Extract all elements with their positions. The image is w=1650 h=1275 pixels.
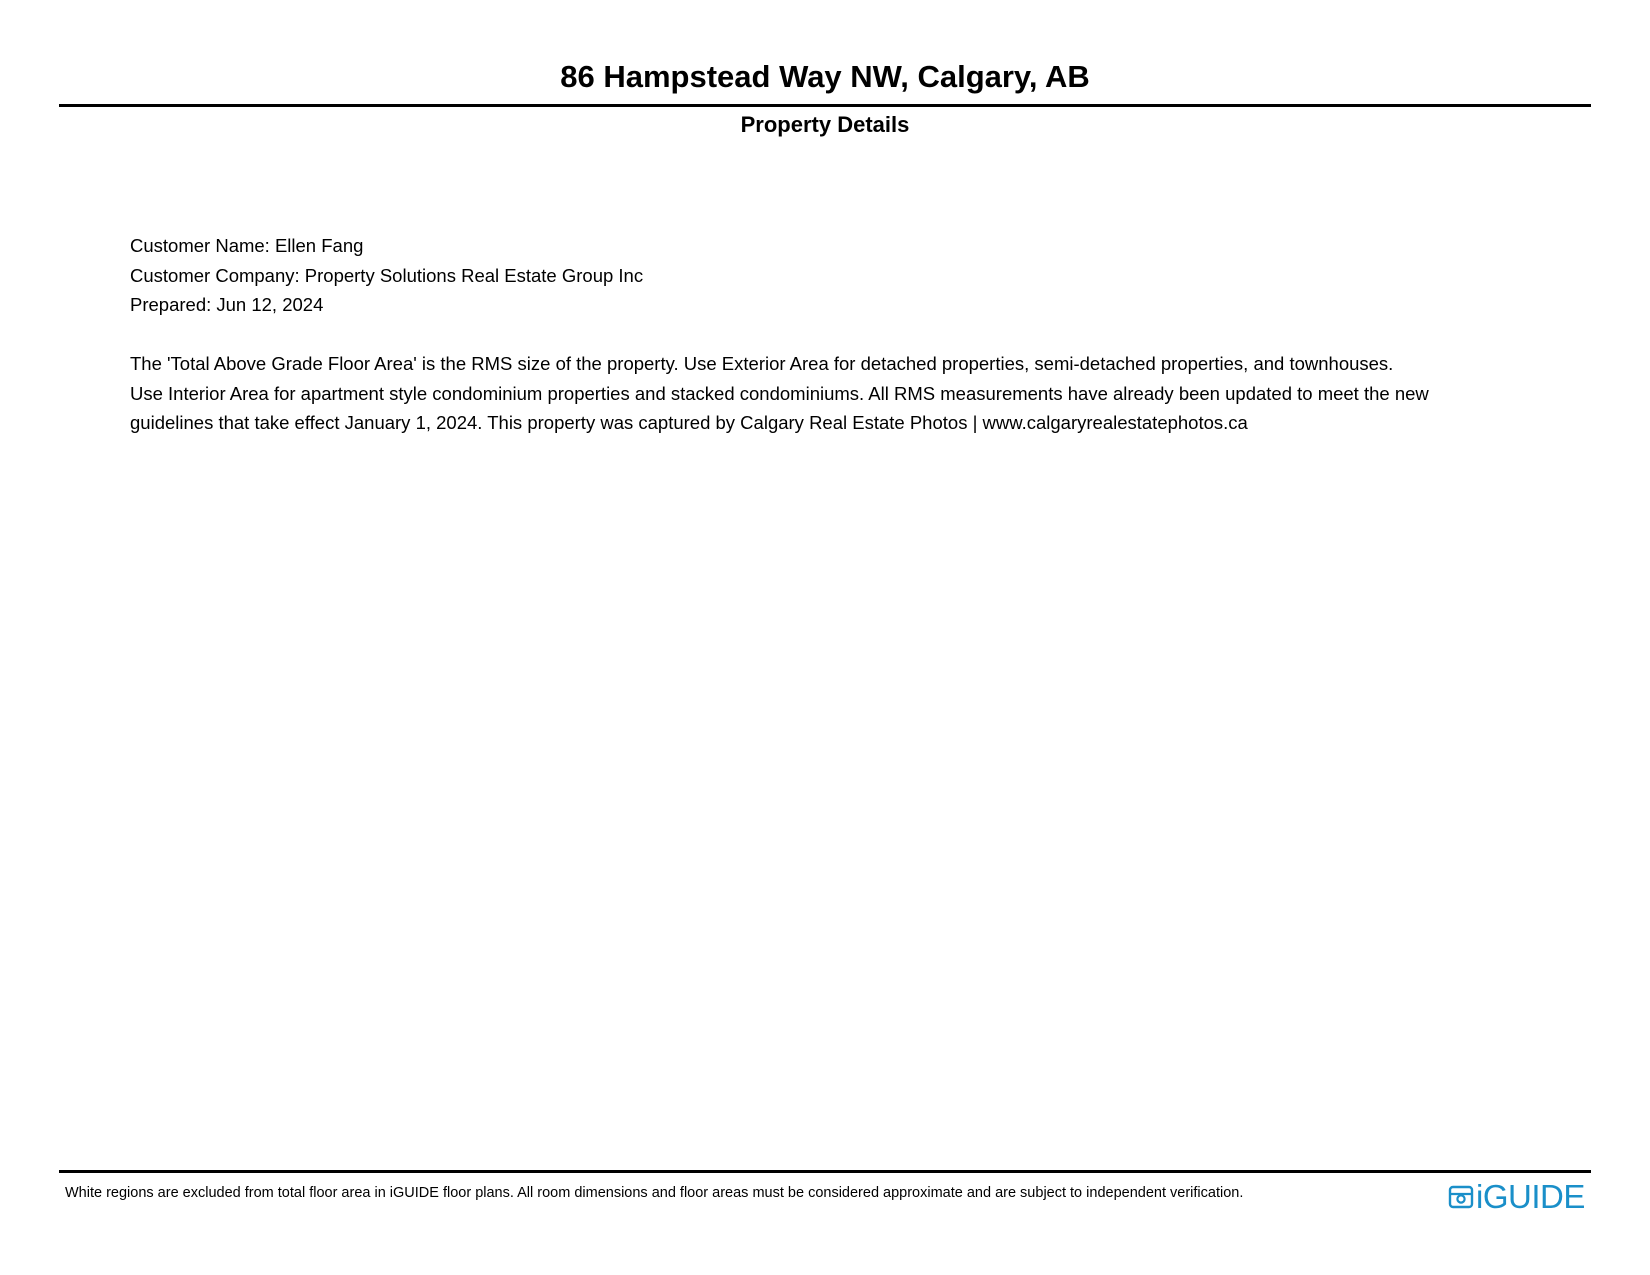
prepared-date: Prepared: Jun 12, 2024 [130,294,324,315]
iguide-logo [1448,1180,1585,1214]
footer-disclaimer: White regions are excluded from total floor area in iGUIDE floor plans. All room dimensions and floor areas must be considered approximate and are subject to independent verification. [65,1185,1244,1201]
customer-details [130,231,643,320]
rms-notes [130,349,1530,438]
header-divider [59,104,1591,107]
iguide-camera-icon [1448,1184,1474,1210]
section-title: Property Details [740,112,910,137]
notes-line: The 'Total Above Grade Floor Area' is the RMS size of the property. Use Exterior Area for detached properties, semi-detached properties, and townhouses. [130,353,1394,374]
notes-line: Use Interior Area for apartment style condominium properties and stacked condominiums. All RMS measurements have already been updated to meet the new [130,382,1429,404]
page-title: 86 Hampstead Way NW, Calgary, AB [560,59,1090,94]
customer-company: Customer Company: Property Solutions Real Estate Group Inc [130,264,644,286]
iguide-logo-text: iGUIDE [1476,1178,1585,1215]
footer-divider [59,1170,1591,1173]
notes-line: guidelines that take effect January 1, 2024. This property was captured by Calgary Real Estate Photos | www.calgaryrealestatephotos.ca [130,412,1248,433]
customer-name: Customer Name: Ellen Fang [130,235,364,256]
